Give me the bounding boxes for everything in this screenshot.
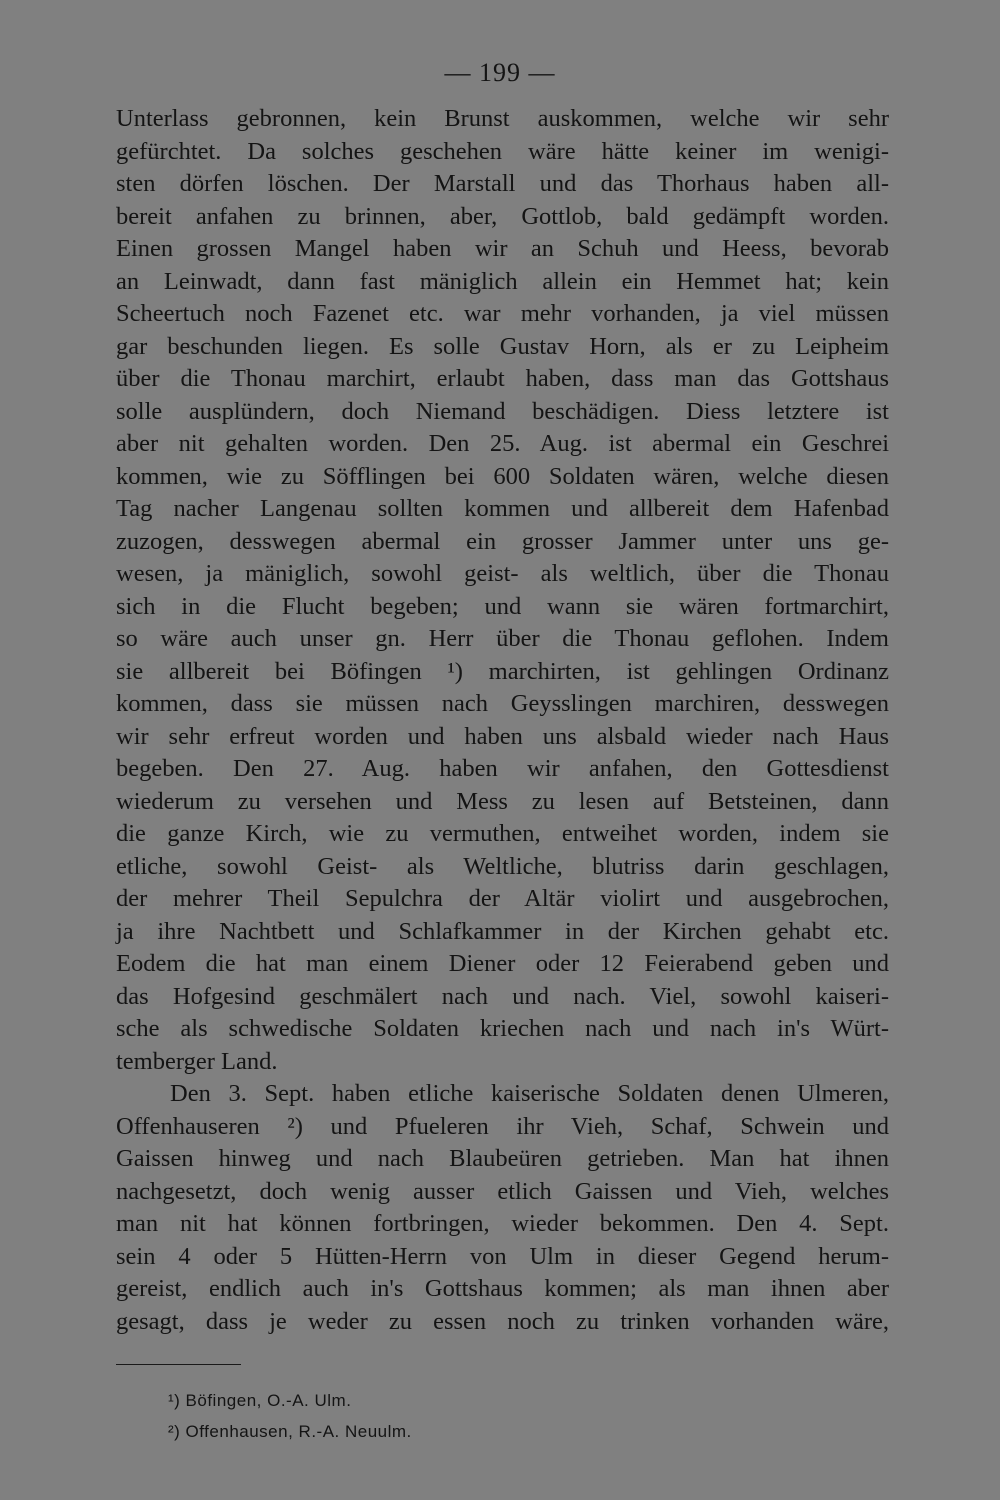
text-line: das Hofgesind geschmälert nach und nach. Viel, sowohl kaiseri- <box>116 982 889 1010</box>
text-line: Offenhauseren ²) und Pfueleren ihr Vieh, Schaf, Schwein und <box>116 1112 889 1140</box>
text-line: gereist, endlich auch in's Gottshaus kommen; als man ihnen aber <box>116 1275 889 1302</box>
text-line: zuzogen, desswegen abermal ein grosser Jammer unter uns ge- <box>116 527 889 555</box>
text-line: ja ihre Nachtbett und Schlafkammer in der Kirchen gehabt etc. <box>116 917 889 945</box>
text-line: sein 4 oder 5 Hütten-Herrn von Ulm in dieser Gegend herum- <box>116 1242 889 1270</box>
text-line: wiederum zu versehen und Mess zu lesen auf Betsteinen, dann <box>116 787 889 815</box>
body-text <box>116 103 889 1338</box>
text-line: so wäre auch unser gn. Herr über die Thonau geflohen. Indem <box>116 625 889 652</box>
paragraph-end-line: temberger Land. <box>116 1047 278 1075</box>
text-line: gefürchtet. Da solches geschehen wäre hätte keiner im wenigi- <box>116 137 889 165</box>
text-line: nachgesetzt, doch wenig ausser etlich Gaissen und Vieh, welches <box>116 1177 889 1205</box>
footnote-divider <box>116 1364 241 1365</box>
text-line: begeben. Den 27. Aug. haben wir anfahen, den Gottesdienst <box>116 755 889 782</box>
text-line: wesen, ja mäniglich, sowohl geist- als weltlich, über die Thonau <box>116 560 889 587</box>
text-line: sich in die Flucht begeben; und wann sie wären fortmarchirt, <box>116 592 889 620</box>
footnotes <box>168 1385 768 1447</box>
text-line: über die Thonau marchirt, erlaubt haben, dass man das Gottshaus <box>116 365 889 392</box>
text-line: wir sehr erfreut worden und haben uns alsbald wieder nach Haus <box>116 722 889 750</box>
footnote-1: ¹) Böfingen, O.-A. Ulm. <box>168 1391 352 1410</box>
text-line: Eodem die hat man einem Diener oder 12 Feierabend geben und <box>116 950 889 977</box>
paragraph-start-line: Den 3. Sept. haben etliche kaiserische Soldaten denen Ulmeren, <box>170 1080 889 1107</box>
text-line: die ganze Kirch, wie zu vermuthen, entweihet worden, indem sie <box>116 820 889 847</box>
text-line: sche als schwedische Soldaten kriechen nach und nach in's Würt- <box>116 1015 889 1042</box>
text-line: gesagt, dass je weder zu essen noch zu trinken vorhanden wäre, <box>116 1307 889 1335</box>
text-line: man nit hat können fortbringen, wieder bekommen. Den 4. Sept. <box>116 1210 889 1237</box>
text-line: Unterlass gebronnen, kein Brunst auskommen, welche wir sehr <box>116 105 889 132</box>
text-line: kommen, dass sie müssen nach Geysslingen marchiren, desswegen <box>116 690 889 717</box>
text-line: Tag nacher Langenau sollten kommen und allbereit dem Hafenbad <box>116 495 889 522</box>
text-line: der mehrer Theil Sepulchra der Altär violirt und ausgebrochen, <box>116 885 889 912</box>
text-line: sie allbereit bei Böfingen ¹) marchirten, ist gehlingen Ordinanz <box>116 657 889 685</box>
text-line: bereit anfahen zu brinnen, aber, Gottlob, bald gedämpft worden. <box>116 202 889 230</box>
text-line: Gaissen hinweg und nach Blaubeüren getrieben. Man hat ihnen <box>116 1145 889 1172</box>
text-line: kommen, wie zu Söfflingen bei 600 Soldaten wären, welche diesen <box>116 462 889 490</box>
text-line: etliche, sowohl Geist- als Weltliche, blutriss darin geschlagen, <box>116 852 889 880</box>
text-line: Scheertuch noch Fazenet etc. war mehr vorhanden, ja viel müssen <box>116 300 889 327</box>
page-number: — 199 — <box>444 58 556 87</box>
text-line: sten dörfen löschen. Der Marstall und das Thorhaus haben all- <box>116 170 889 197</box>
footnote-2: ²) Offenhausen, R.-A. Neuulm. <box>168 1422 412 1441</box>
text-line: an Leinwadt, dann fast mäniglich allein ein Hemmet hat; kein <box>116 267 889 295</box>
text-line: solle ausplündern, doch Niemand beschädigen. Diess letztere ist <box>116 397 889 425</box>
text-line: aber nit gehalten worden. Den 25. Aug. ist abermal ein Geschrei <box>116 430 889 457</box>
text-line: gar beschunden liegen. Es solle Gustav Horn, als er zu Leipheim <box>116 332 889 360</box>
text-line: Einen grossen Mangel haben wir an Schuh und Heess, bevorab <box>116 235 889 262</box>
